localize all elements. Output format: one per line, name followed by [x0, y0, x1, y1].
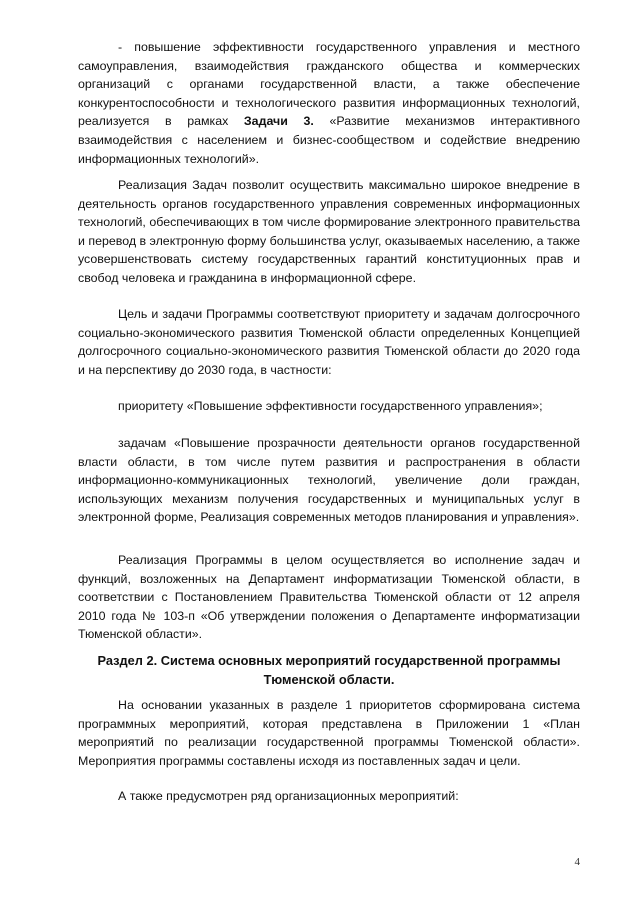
paragraph-implementation: Реализация Задач позволит осуществить максимально широкое внедрение в деятельность органов государственного управления современных информационных технологий, обеспечивающих в том числе формирование электронного правительства и перевод в электронную форму большинства услуг, оказываемых населению, а также усовершенствовать систему государственных гарантий конституционных прав и свобод человека и гражданина в информационной сфере. [78, 178, 580, 285]
paragraph-text: - повышение эффективности государственного управления и местного самоуправления, взаимодействия гражданского общества и коммерческих организаций с органами государственной власти, а также обеспечение конкурентоспособности и технологического развития информационных технологий, реализуется в рамках [78, 40, 580, 129]
paragraph-priority: приоритету «Повышение эффективности государственного управления»; [118, 399, 543, 413]
paragraph-text: «Развитие механизмов интерактивного взаимодействия с населением и бизнес-сообществом и содействие внедрению информационных технологий». [78, 114, 580, 166]
task-3-label: Задачи 3. [243, 114, 314, 129]
page-number: 4 [574, 856, 580, 868]
paragraph-measures-system: На основании указанных в разделе 1 приоритетов сформирована система программных мероприятий, которая представлена в Приложении 1 «План мероприятий по реализации государственной программы Тюменской области». Мероприятия программы составлены исходя из поставленных задач и цели. [78, 698, 580, 768]
paragraph-tasks: задачам «Повышение прозрачности деятельности органов государственной власти области, в том числе путем развития и распространения в области информационно-коммуникационных технологий, увеличение доли граждан, использующих механизм получения государственных и муниципальных услуг в электронной форме, Реализация современных методов планирования и управления». [78, 436, 580, 525]
paragraph-goals: Цель и задачи Программы соответствуют приоритету и задачам долгосрочного социально-экономического развития Тюменской области определенных Концепцией долгосрочного социально-экономического развития Тюменской области до 2020 года и на перспективу до 2030 года, в частности: [78, 307, 580, 377]
paragraph-program-execution: Реализация Программы в целом осуществляется во исполнение задач и функций, возложенных на Департамент информатизации Тюменской области, в соответствии с Постановлением Правительства Тюменской области от 12 апреля 2010 года № 103-п «Об утверждении положения о Департаменте информатизации Тюменской области». [78, 553, 580, 642]
paragraph-organizational-measures: А также предусмотрен ряд организационных мероприятий: [118, 789, 459, 803]
section-heading: Раздел 2. Система основных мероприятий государственной программы Тюменской области. [97, 653, 561, 687]
paragraph-task-3 [78, 38, 580, 168]
